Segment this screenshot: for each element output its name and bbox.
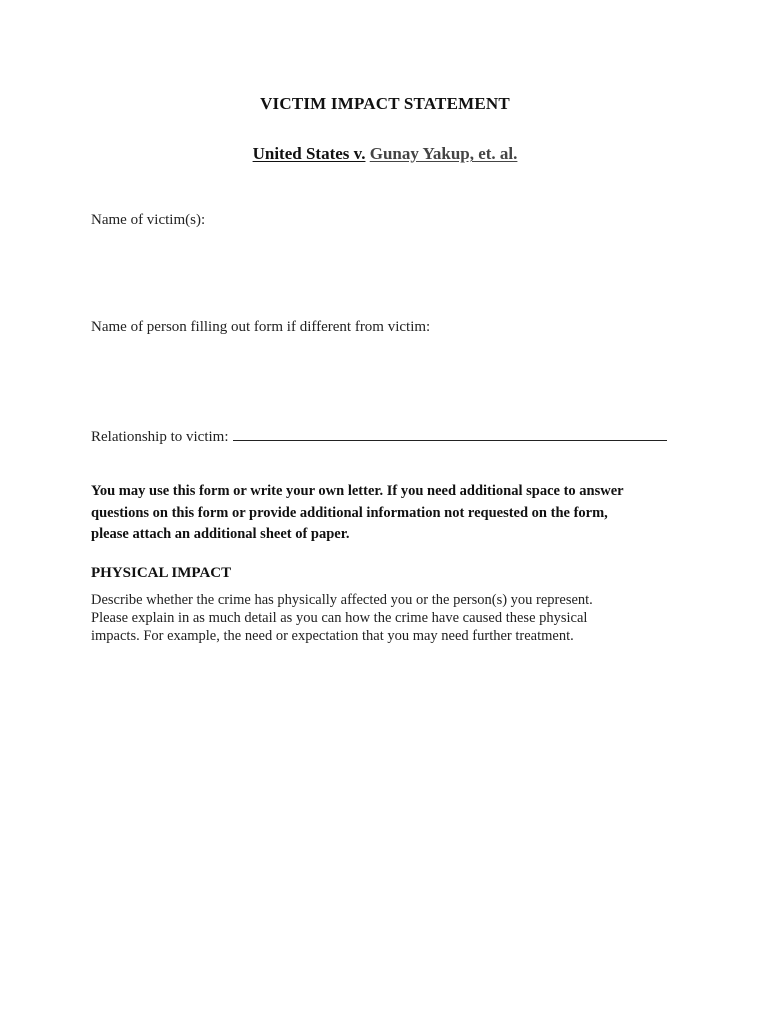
document-title: VICTIM IMPACT STATEMENT (260, 94, 510, 113)
section-body-physical-impact (91, 591, 691, 645)
relationship-input-line[interactable] (233, 427, 667, 441)
filer-name-label: Name of person filling out form if different from victim: (91, 319, 431, 335)
section-body-line: Describe whether the crime has physically affected you or the person(s) you represent. (91, 592, 593, 608)
section-body-line: impacts. For example, the need or expectation that you may need further treatment. (91, 628, 574, 644)
filer-name-field[interactable] (91, 319, 430, 336)
victim-names-label: Name of victim(s): (91, 212, 206, 228)
relationship-field (91, 427, 667, 446)
notice-line: You may use this form or write your own letter. If you need additional space to answer (91, 483, 624, 499)
case-party-defendant: Gunay Yakup, et. al. (369, 144, 518, 163)
section-body-line: Please explain in as much detail as you can how the crime have caused these physical (91, 610, 588, 626)
case-caption (0, 144, 770, 164)
instructions-notice (91, 481, 691, 546)
relationship-label: Relationship to victim: (91, 429, 229, 445)
section-heading-physical-impact: PHYSICAL IMPACT (91, 565, 232, 581)
victim-names-field[interactable] (91, 212, 205, 229)
notice-line: questions on this form or provide additional information not requested on the form, (91, 504, 608, 521)
notice-line: please attach an additional sheet of paper. (91, 526, 350, 542)
case-party-plaintiff: United States v. (252, 144, 366, 163)
